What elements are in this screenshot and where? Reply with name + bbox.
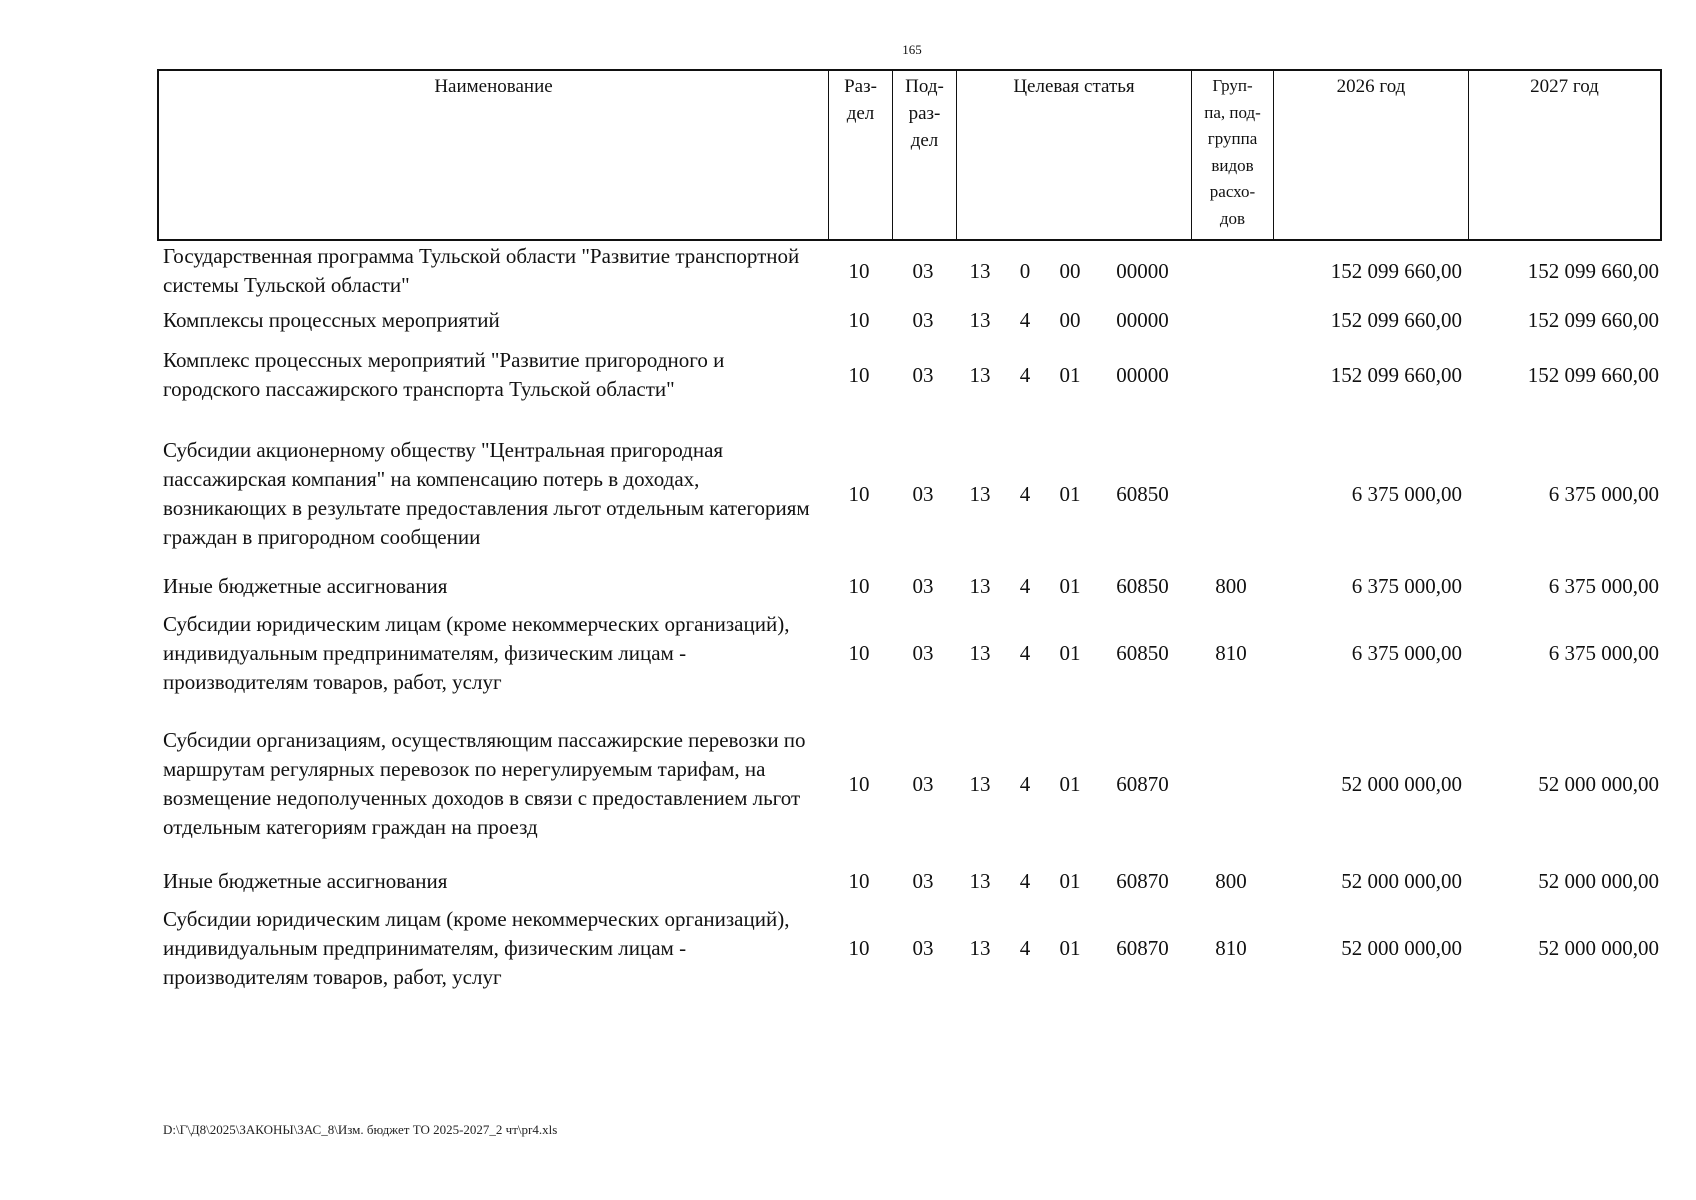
row-razdel: 10 — [848, 935, 870, 960]
row-y2026: 152 099 660,00 — [1330, 362, 1462, 387]
row-c3: 01 — [1059, 573, 1081, 598]
row-y2026: 6 375 000,00 — [1351, 573, 1462, 598]
row-podrazdel: 03 — [912, 771, 934, 796]
row-c1: 13 — [969, 481, 991, 506]
header-gruppa-vidov — [1192, 71, 1274, 239]
header-tselevaya-label: Целевая статья — [1013, 76, 1135, 97]
row-c3: 01 — [1059, 868, 1081, 893]
row-c1: 13 — [969, 935, 991, 960]
header-2026 — [1274, 71, 1469, 239]
header-podrazdel-line: раз- — [908, 103, 941, 124]
table-row — [157, 861, 1662, 901]
row-razdel: 10 — [848, 258, 870, 283]
header-razdel-line: дел — [846, 103, 875, 124]
row-c2: 4 — [1019, 935, 1031, 960]
table-row — [157, 904, 1662, 992]
row-c2: 0 — [1019, 258, 1031, 283]
row-c3: 01 — [1059, 481, 1081, 506]
row-c4: 60870 — [1116, 771, 1169, 796]
row-y2027: 152 099 660,00 — [1527, 258, 1659, 283]
row-y2026: 6 375 000,00 — [1351, 640, 1462, 665]
row-c2: 4 — [1019, 362, 1031, 387]
row-vr: 810 — [1215, 640, 1247, 665]
row-name: Иные бюджетные ассигнования — [163, 868, 448, 893]
row-razdel: 10 — [848, 771, 870, 796]
row-c4: 60870 — [1116, 935, 1169, 960]
row-vr: 800 — [1215, 868, 1247, 893]
header-podrazdel-line: дел — [910, 130, 939, 151]
row-vr — [1190, 340, 1272, 410]
file-path-footer: D:\Г\Д8\2025\ЗАКОНЫ\ЗАС_8\Изм. бюджет ТО 2025-2027_2 чт\pr4.xls — [163, 1122, 558, 1137]
row-name: Комплексы процессных мероприятий — [163, 307, 500, 332]
row-razdel: 10 — [848, 481, 870, 506]
row-name: Государственная программа Тульской области "Развитие транспортной системы Тульской области" — [163, 244, 800, 297]
row-c3: 01 — [1059, 362, 1081, 387]
header-name-label: Наименование — [434, 76, 553, 97]
header-gruppa-line: видов — [1211, 155, 1254, 175]
row-podrazdel: 03 — [912, 362, 934, 387]
table-row — [157, 714, 1662, 854]
row-c1: 13 — [969, 573, 991, 598]
row-c3: 01 — [1059, 640, 1081, 665]
header-gruppa-line: дов — [1219, 208, 1246, 228]
row-c1: 13 — [969, 868, 991, 893]
row-name: Субсидии организациям, осуществляющим пассажирские перевозки по маршрутам регулярных перевозок по нерегулируемым тарифам, на возмещение недополученных доходов в связи с предоставлением льгот отдельным категориям граждан на проезд — [163, 728, 806, 839]
header-2027-label: 2027 год — [1530, 76, 1599, 97]
row-c2: 4 — [1019, 573, 1031, 598]
row-y2027: 152 099 660,00 — [1527, 362, 1659, 387]
row-c2: 4 — [1019, 307, 1031, 332]
header-razdel-line: Раз- — [844, 76, 877, 97]
row-y2027: 152 099 660,00 — [1527, 307, 1659, 332]
row-y2027: 6 375 000,00 — [1548, 481, 1659, 506]
row-c4: 00000 — [1116, 307, 1169, 332]
row-c1: 13 — [969, 307, 991, 332]
row-c4: 60850 — [1116, 640, 1169, 665]
row-y2026: 6 375 000,00 — [1351, 481, 1462, 506]
row-vr — [1190, 300, 1272, 340]
row-name: Комплекс процессных мероприятий "Развитие пригородного и городского пассажирского транспорта Тульской области" — [163, 348, 725, 401]
row-podrazdel: 03 — [912, 307, 934, 332]
row-razdel: 10 — [848, 307, 870, 332]
row-podrazdel: 03 — [912, 481, 934, 506]
table-header — [157, 69, 1662, 241]
row-name: Иные бюджетные ассигнования — [163, 573, 448, 598]
row-c2: 4 — [1019, 481, 1031, 506]
row-razdel: 10 — [848, 868, 870, 893]
table-row — [157, 566, 1662, 606]
row-y2026: 52 000 000,00 — [1341, 935, 1462, 960]
row-name: Субсидии юридическим лицам (кроме некоммерческих организаций), индивидуальным предпринимателям, физическим лицам - производителям товаров, работ, услуг — [163, 611, 790, 694]
table-row — [157, 609, 1662, 697]
row-c2: 4 — [1019, 868, 1031, 893]
row-y2026: 152 099 660,00 — [1330, 258, 1462, 283]
header-name — [159, 71, 829, 239]
row-c3: 01 — [1059, 935, 1081, 960]
row-c3: 01 — [1059, 771, 1081, 796]
page-number: 165 — [902, 42, 922, 57]
header-2027 — [1469, 71, 1660, 239]
row-podrazdel: 03 — [912, 640, 934, 665]
row-c3: 00 — [1059, 307, 1081, 332]
row-c1: 13 — [969, 362, 991, 387]
row-podrazdel: 03 — [912, 258, 934, 283]
row-c4: 00000 — [1116, 362, 1169, 387]
row-c4: 60850 — [1116, 573, 1169, 598]
row-vr: 800 — [1215, 573, 1247, 598]
header-gruppa-line: группа — [1207, 129, 1258, 148]
row-c2: 4 — [1019, 640, 1031, 665]
row-y2027: 52 000 000,00 — [1538, 935, 1659, 960]
header-gruppa-line: Груп- — [1212, 76, 1253, 95]
row-y2027: 6 375 000,00 — [1548, 640, 1659, 665]
row-c2: 4 — [1019, 771, 1031, 796]
row-c3: 00 — [1059, 258, 1081, 283]
row-razdel: 10 — [848, 362, 870, 387]
row-y2027: 52 000 000,00 — [1538, 771, 1659, 796]
row-y2026: 152 099 660,00 — [1330, 307, 1462, 332]
row-podrazdel: 03 — [912, 935, 934, 960]
row-vr — [1190, 434, 1272, 554]
table-row — [157, 434, 1662, 554]
header-2026-label: 2026 год — [1336, 76, 1406, 97]
row-c4: 60850 — [1116, 481, 1169, 506]
row-vr — [1190, 714, 1272, 854]
row-razdel: 10 — [848, 640, 870, 665]
row-y2027: 52 000 000,00 — [1538, 868, 1659, 893]
row-name: Субсидии акционерному обществу "Центральная пригородная пассажирская компания" на компенсацию потерь в доходах, возникающих в результате предоставления льгот отдельным категориям граждан в пригородном сообщении — [163, 438, 810, 549]
row-y2026: 52 000 000,00 — [1341, 771, 1462, 796]
row-podrazdel: 03 — [912, 573, 934, 598]
row-razdel: 10 — [848, 573, 870, 598]
row-name: Субсидии юридическим лицам (кроме некоммерческих организаций), индивидуальным предпринимателям, физическим лицам - производителям товаров, работ, услуг — [163, 906, 790, 989]
table-row — [157, 300, 1662, 340]
row-c4: 60870 — [1116, 868, 1169, 893]
row-c1: 13 — [969, 258, 991, 283]
table-row — [157, 242, 1662, 300]
header-podrazdel-line: Под- — [905, 76, 944, 97]
table-row — [157, 340, 1662, 410]
row-vr — [1190, 242, 1272, 300]
header-razdel — [829, 71, 893, 239]
row-c1: 13 — [969, 640, 991, 665]
row-c4: 00000 — [1116, 258, 1169, 283]
row-y2026: 52 000 000,00 — [1341, 868, 1462, 893]
header-podrazdel — [893, 71, 957, 239]
row-podrazdel: 03 — [912, 868, 934, 893]
row-y2027: 6 375 000,00 — [1548, 573, 1659, 598]
row-c1: 13 — [969, 771, 991, 796]
header-gruppa-line: расхо- — [1209, 182, 1256, 201]
row-vr: 810 — [1215, 935, 1247, 960]
header-tselevaya-statya — [957, 71, 1192, 239]
header-gruppa-line: па, под- — [1204, 102, 1261, 122]
